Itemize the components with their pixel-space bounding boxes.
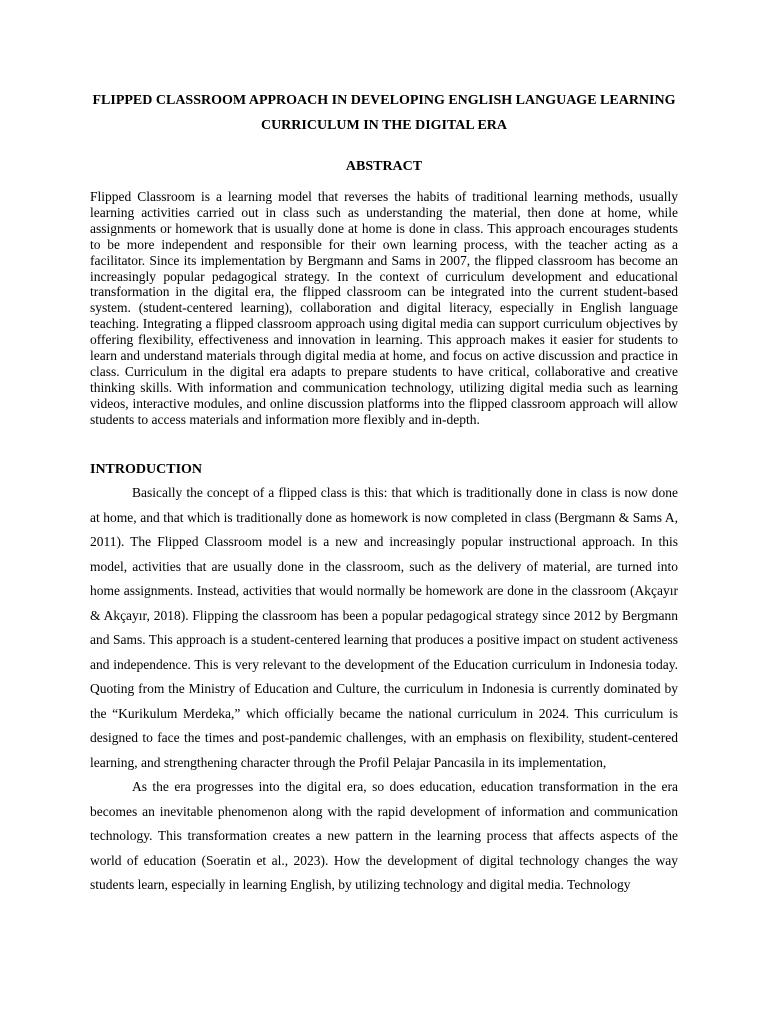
- introduction-paragraph-1: Basically the concept of a flipped class is this: that which is traditionally done in class is now done at home, and that which is traditionally done as homework is now completed in class (Bergmann & Sams A, 2011). The Flipped Classroom model is a new and increasingly popular instructional approach. In this model, activities that are usually done in the classroom, such as the delivery of material, are turned into home assignments. Instead, activities that would normally be homework are done in the classroom (Akçayır & Akçayır, 2018). Flipping the classroom has been a popular pedagogical strategy since 2012 by Bergmann and Sams. This approach is a student-centered learning that produces a positive impact on student activeness and independence. This is very relevant to the development of the Education curriculum in Indonesia today. Quoting from the Ministry of Education and Culture, the curriculum in Indonesia is currently dominated by the “Kurikulum Merdeka,” which officially became the national curriculum in 2024. This curriculum is designed to face the times and post-pandemic challenges, with an emphasis on flexibility, student-centered learning, and strengthening character through the Profil Pelajar Pancasila in its implementation,: [90, 485, 678, 770]
- introduction-body: [90, 481, 678, 898]
- paper-title: FLIPPED CLASSROOM APPROACH IN DEVELOPING ENGLISH LANGUAGE LEARNING CURRICULUM IN THE DIGITAL ERA: [92, 93, 676, 133]
- introduction-paragraph-2: As the era progresses into the digital era, so does education, education transformation in the era becomes an inevitable phenomenon along with the rapid development of information and communication technology. This transformation creates a new pattern in the learning process that affects aspects of the world of education (Soeratin et al., 2023). How the development of digital technology changes the way students learn, especially in learning English, by utilizing technology and digital media. Technology: [90, 779, 678, 892]
- abstract-heading: ABSTRACT: [345, 159, 423, 174]
- abstract-text: Flipped Classroom is a learning model that reverses the habits of traditional learning methods, usually learning activities carried out in class such as understanding the material, then done at home, while assignments or homework that is usually done at home is done in class. This approach encourages students to be more independent and responsible for their own learning process, with the teacher acting as a facilitator. Since its implementation by Bergmann and Sams in 2007, the flipped classroom has become an increasingly popular pedagogical strategy. In the context of curriculum development and educational transformation in the digital era, the flipped classroom can be integrated into the current student-based system. (student-centered learning), collaboration and digital literacy, especially in English language teaching. Integrating a flipped classroom approach using digital media can support curriculum objectives by offering flexibility, effectiveness and innovation in learning. This approach makes it easier for students to learn and understand materials through digital media at home, and focus on active discussion and practice in class. Curriculum in the digital era adapts to prepare students to have critical, collaborative and creative thinking skills. With information and communication technology, utilizing digital media such as learning videos, interactive modules, and online discussion platforms into the flipped classroom approach will allow students to access materials and information more flexibly and in-depth.: [90, 189, 678, 427]
- introduction-heading: INTRODUCTION: [90, 462, 203, 477]
